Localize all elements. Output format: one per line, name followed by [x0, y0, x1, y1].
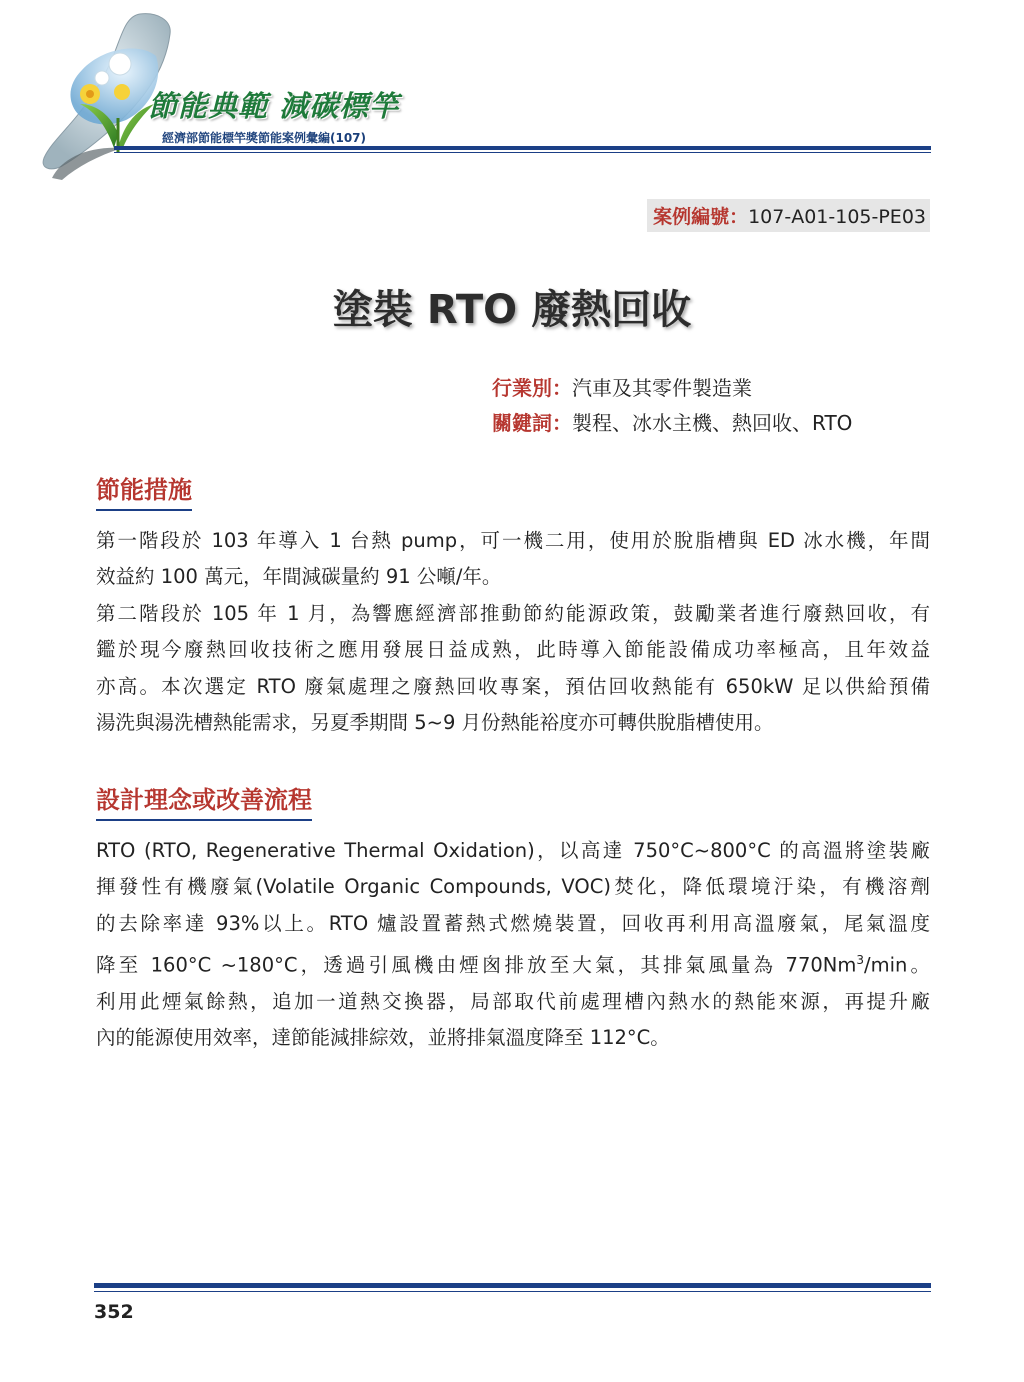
case-id: [647, 199, 930, 232]
text-line: 鑑於現今廢熱回收技術之應用發展日益成熟，此時導入節能設備成功率極高，且年效益: [96, 638, 930, 662]
text-line: 效益約 100 萬元，年間減碳量約 91 公噸/年。: [96, 565, 502, 589]
industry-value: 汽車及其零件製造業: [572, 376, 752, 400]
text-line: 利用此煙氣餘熱，追加一道熱交換器，局部取代前處理槽內熱水的熱能來源，再提升廠: [96, 989, 930, 1013]
text-line: 第二階段於 105 年 1 月，為響應經濟部推動節約能源政策，鼓勵業者進行廢熱回收，有: [96, 602, 930, 625]
text-line: 亦高。本次選定 RTO 廢氣處理之廢熱回收專案，預估回收熱能有 650kW 足以供給預備: [96, 674, 930, 698]
text-line: 湯洗與湯洗槽熱能需求，另夏季期間 5~9 月份熱能裕度亦可轉供脫脂槽使用。: [96, 710, 774, 734]
header-rule-thin: [114, 152, 931, 153]
text-line: RTO (RTO, Regenerative Thermal Oxidation)，以高達 750°C~800°C 的高溫將塗裝廠: [96, 839, 930, 862]
page-number: 352: [94, 1301, 134, 1323]
series-title: 節能典範 減碳標竿: [148, 89, 400, 123]
footer-rule-thin: [94, 1291, 931, 1292]
text-line: [96, 942, 930, 984]
text-line: 的去除率達 93%以上。RTO 爐設置蓄熱式燃燒裝置，回收再利用高溫廢氣，尾氣溫度: [96, 911, 930, 935]
keywords-value: 製程、冰水主機、熱回收、RTO: [572, 411, 853, 435]
section-heading-measures: 節能措施: [96, 470, 192, 511]
industry-line: [492, 372, 752, 401]
measures-paragraph-1: [96, 523, 930, 596]
industry-label: 行業別：: [492, 376, 572, 400]
footer-rule: [94, 1283, 931, 1288]
text-line: 揮發性有機廢氣(Volatile Organic Compounds, VOC)焚化，降低環境汙染，有機溶劑: [96, 875, 930, 899]
case-id-value: 107-A01-105-PE03: [748, 206, 926, 228]
keywords-line: [492, 407, 852, 436]
section-heading-design: 設計理念或改善流程: [96, 780, 312, 821]
text-segment: 降至 160°C ~180°C，透過引風機由煙囪排放至大氣，其排氣風量為 770Nm: [96, 953, 857, 977]
measures-paragraph-2: [96, 596, 930, 741]
text-line: 第一階段於 103 年導入 1 台熱 pump，可一機二用，使用於脫脂槽與 ED 冰水機，年間: [96, 529, 930, 552]
keywords-label: 關鍵詞：: [492, 411, 572, 435]
superscript: 3: [856, 952, 864, 967]
text-segment: /min。: [864, 953, 930, 977]
page-title: 塗裝 RTO 廢熱回收: [332, 287, 692, 333]
design-paragraph: [96, 833, 930, 1056]
case-id-label: 案例編號：: [653, 206, 749, 228]
text-line: 內的能源使用效率，達節能減排綜效，並將排氣溫度降至 112°C。: [96, 1025, 670, 1049]
header-rule: [114, 146, 931, 150]
series-subtitle: 經濟部節能標竿獎節能案例彙編(107): [162, 131, 367, 145]
